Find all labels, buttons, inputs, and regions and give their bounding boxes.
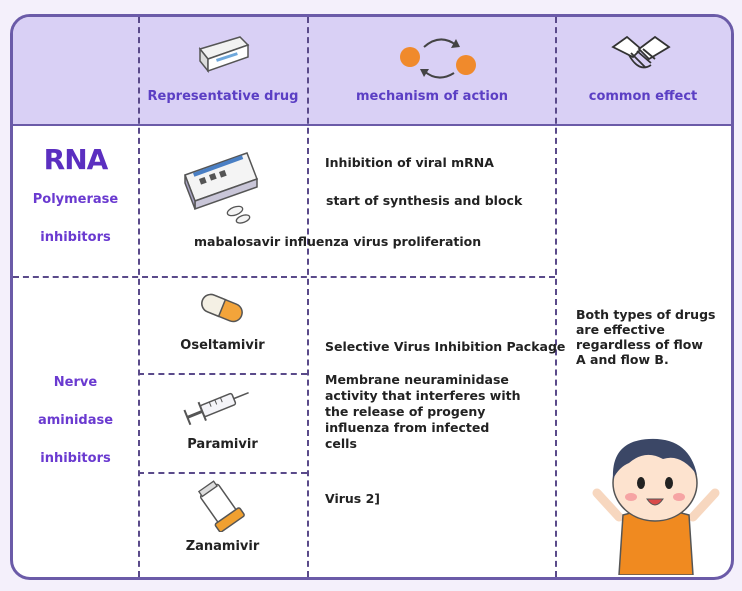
nerve-category-line1: Nerve [53,375,98,390]
rna-mechanism-line3: mabalosavir influenza virus proliferation [194,234,482,249]
cycle-arrows-icon [396,29,482,83]
common-effect-text: Both types of drugs are effective regardless of flow A and flow B. [576,307,716,367]
nerve-mechanism-title: Selective Virus Inhibition Package [325,339,566,354]
nerve-category-line3: inhibitors [40,451,111,466]
syringe-icon [181,383,255,427]
capsule-icon [197,291,247,325]
nerve-mechanism-footer: Virus 2] [325,491,381,506]
rna-category-line2: inhibitors [40,230,111,245]
boy-character-illustration [589,419,723,575]
drug-paramivir: Paramivir [187,437,258,452]
header-divider [13,124,731,126]
row-divider [138,373,307,375]
inhaler-icon [187,480,253,532]
row-divider [138,472,307,474]
handshake-icon [609,29,673,79]
header-mechanism: mechanism of action [355,89,509,104]
comparison-table [10,14,734,580]
header-representative-drug: Representative drug [147,89,299,104]
rna-mechanism-line2: start of synthesis and block [326,193,523,208]
rna-category-title: RNA [43,143,108,176]
column-divider [307,17,309,577]
column-divider [138,17,140,577]
rna-category-line1: Polymerase [32,192,119,207]
nerve-mechanism-body: Membrane neuraminidase activity that interferes with the release of progeny influenza from infected cells [325,372,521,451]
medicine-box-icon [196,31,252,75]
drug-zanamivir: Zanamivir [185,539,260,554]
row-divider [13,276,555,278]
nerve-category-line2: aminidase [37,413,114,428]
blister-pack-icon [181,145,265,225]
header-common-effect: common effect [588,89,698,104]
drug-oseltamivir: Oseltamivir [180,338,265,353]
column-divider [555,17,557,577]
rna-mechanism-line1: Inhibition of viral mRNA [325,155,494,170]
